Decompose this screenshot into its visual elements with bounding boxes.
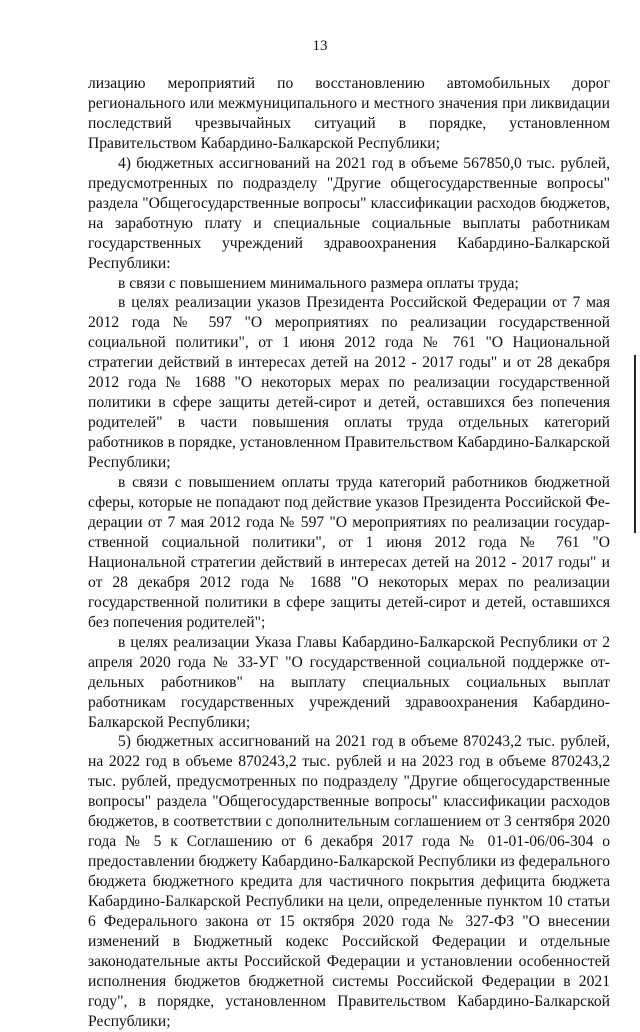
scan-margin-line bbox=[634, 355, 636, 533]
paragraph-item-5: 5) бюджетных ассигнований на 2021 год в объеме 870243,2 тыс. рублей, на 2022 год в объеме 870243,2 тыс. рублей и на 2023 год в объеме 870243,2 тыс. рублей, предусмотренных по подразделу "Другие общегосударственные вопросы" раздела "Общегосударственные вопросы" классификации расходов бюджетов, в соответствии с дополнительным соглашением от 3 сентября 2020 года № 5 к Соглашению от 6 декабря 2017 года № 01-01-06/06-304 о предоставлении бюджету Кабардино-Балкарской Республики из федерального бюджета бюджетного кредита для частичного покрытия дефицита бюджета Кабардино-Балкарской Республики на цели, определенные пунктом 10 статьи 6 Федерального закона от 15 октября 2020 года № 327-ФЗ "О внесении изменений в Бюджетный кодекс Российской Федерации и отдельные законодательные акты Российской Федерации и установлении особенностей исполнения бюджетов бюджетной системы Российской Федерации в 2021 году", в порядке, установленном Правительством Кабардино-Балкарской Республики; bbox=[88, 733, 610, 1030]
document-body bbox=[88, 74, 610, 1032]
page-number: 13 bbox=[312, 38, 328, 54]
paragraph-min-wage: в связи с повышением минимального размера оплаты труда; bbox=[118, 274, 519, 292]
paragraph-presidential-decrees: в целях реализации указов Президента Российской Федерации от 7 мая 2012 года № 597 "О мероприятиях по реализации государственной социальной политики", от 1 июня 2012 года № 761 "О Национальной стратегии действий в интересах детей на 2012 - 2017 годы" и от 28 декабря 2012 года № 1688 "О некоторых мерах по реализации государственной политики в сфере защиты детей-сирот и детей, оставшихся без попечения родителей" в части повышения оплаты труда отдельных категорий работников в порядке, установленном Правительством Кабардино-Балкарской Республики; bbox=[88, 294, 610, 472]
paragraph-head-decree: в целях реализации Указа Главы Кабардино-Балкарской Республики от 2 апреля 2020 года № 33-УГ "О государственной социальной поддержке отдельных работников" на выплату специальных социальных выплат работникам государственных учреждений здравоохранения Кабардино-Балкарской Республики; bbox=[88, 633, 610, 731]
paragraph-continuation: лизацию мероприятий по восстановлению автомобильных дорог регионального или межмуниципального и местного значения при ликвидации последствий чрезвычайных ситуаций в порядке, установленном Правительством Кабардино-Балкарской Республики; bbox=[88, 75, 610, 152]
paragraph-item-4: 4) бюджетных ассигнований на 2021 год в объеме 567850,0 тыс. рублей, предусмотренных по подразделу "Другие общегосударственные вопросы" раздела "Общегосударственные вопросы" классификации расходов бюджетов, на заработную плату и специальные социальные выплаты работникам государственных учреждений здравоохранения Кабардино-Балкарской Республики: bbox=[88, 154, 610, 272]
paragraph-budget-sphere: в связи с повышением оплаты труда категорий работников бюджетной сферы, которые не попадают под действие указов Президента Российской Федерации от 7 мая 2012 года № 597 "О мероприятиях по реализации государственной социальной политики", от 1 июня 2012 года № 761 "О Национальной стратегии действий в интересах детей на 2012 - 2017 годы" и от 28 декабря 2012 года № 1688 "О некоторых мерах по реализации государственной политики в сфере защиты детей-сирот и детей, оставшихся без попечения родителей"; bbox=[88, 474, 610, 631]
